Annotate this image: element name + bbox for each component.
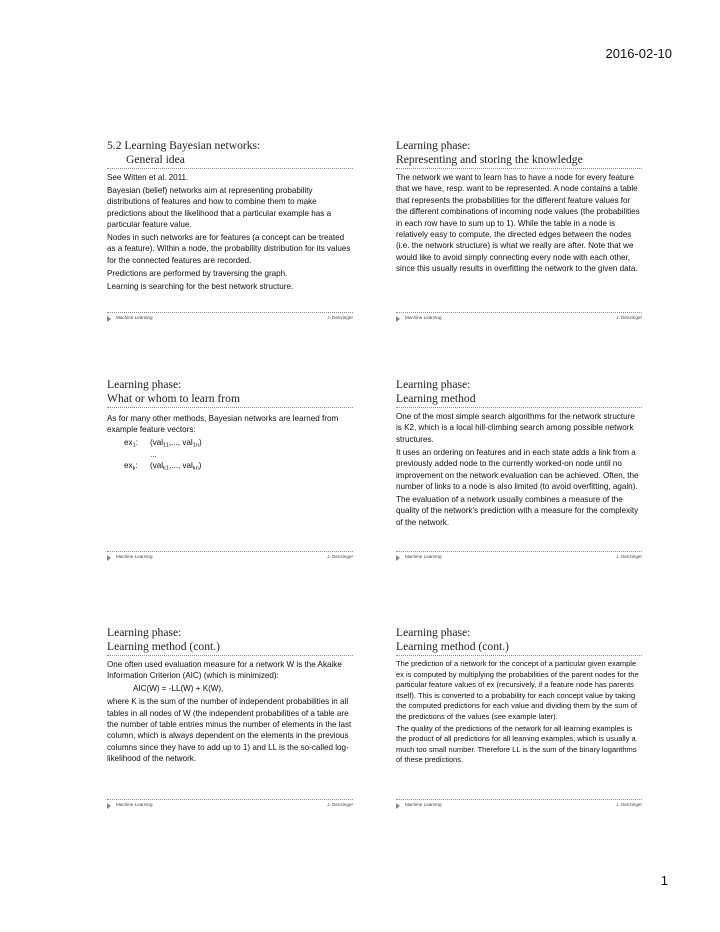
paragraph: Learning is searching for the best network structure. (107, 281, 294, 291)
slide-footer (396, 551, 642, 559)
slide-body (396, 172, 642, 275)
slide-3 (107, 378, 353, 568)
slide-footer (396, 312, 642, 320)
triangle-bullet-icon (396, 555, 400, 561)
slide-title: Learning phase: Learning method (396, 378, 476, 405)
title-rule (107, 168, 353, 169)
footer-course: Machine Learning (405, 315, 442, 320)
triangle-bullet-icon (107, 803, 111, 809)
slide-title: Learning phase: Learning method (cont.) (107, 626, 220, 653)
footer-author: J. Denzinger (327, 315, 353, 320)
ellipsis: ... (150, 449, 157, 459)
paragraph: As for many other methods, Bayesian networks are learned from example feature vectors: (107, 414, 339, 435)
footer-author: J. Denzinger (616, 315, 642, 320)
example-vector-k: $ex_k$: (val$_{k1}$,..., val$_{kn}$) (124, 461, 202, 472)
paragraph: Nodes in such networks are for features (a concept can be treated as a feature). Within a node, the probability distribution for its values for the connected features are recorded. (107, 233, 351, 265)
slide-title: Learning phase: Representing and storing the knowledge (396, 139, 583, 166)
slide-body (107, 172, 353, 292)
slide-footer (396, 799, 642, 807)
footer-course: Machine Learning (405, 802, 442, 807)
title-rule (396, 655, 642, 656)
triangle-bullet-icon (396, 803, 400, 809)
footer-author: J. Denzinger (616, 554, 642, 559)
example-vector-1: $ex_1$: (val$_{11}$,..., val$_{1n}$) (124, 438, 202, 449)
slide-body (396, 659, 642, 766)
paragraph: One often used evaluation measure for a network W is the Akaike Information Criterion (AIC) (which is minimized): (107, 660, 342, 681)
footer-course: Machine Learning (116, 802, 153, 807)
formula: AIC(W) = -LL(W) + K(W), (133, 684, 224, 694)
paragraph: The evaluation of a network usually combines a measure of the quality of the network's prediction with a measure for the complexity of the network. (396, 494, 639, 527)
paragraph: The prediction of a network for the concept of a particular given example ex is computed by multiplying the probabilities of the parent nodes for the particular feature values of ex (recursively, if a feature node has parents itself). This is converted to a probability for each concept value by taking the computed predictions for each value and dividing them by the sum of the predictions of the values (see example later). (396, 659, 639, 721)
slide-body (107, 659, 353, 765)
triangle-bullet-icon (396, 316, 400, 322)
paragraph: See Witten et al. 2011. (107, 173, 189, 182)
paragraph: where K is the sum of the number of independent probabilities in all tables in all nodes of W (the independent probabilities of a table are the number of table entries minus the number of elements in the last column, which is always dependent on the elements in the previous columns since they have to add up to 1) and LL is the so-called log-likelihood of the network. (107, 697, 352, 764)
slide-1 (107, 139, 353, 329)
paragraph: The quality of the predictions of the network for all learning examples is the product of all predictions for all learning examples, which is usually a much too small number. Therefore LL is the sum of the binary logarithms of these predictions. (396, 723, 637, 764)
paragraph: Bayesian (belief) networks aim at representing probability distributions of features and how to combine them to make predictions about the likelihood that a particular example has a particular feature value. (107, 185, 332, 230)
slide-6 (396, 626, 642, 816)
header-date: 2016-02-10 (605, 46, 672, 61)
slide-5 (107, 626, 353, 816)
footer-author: J. Denzinger (327, 554, 353, 559)
footer-course: Machine Learning (405, 554, 442, 559)
triangle-bullet-icon (107, 555, 111, 561)
footer-course: Machine Learning (116, 315, 153, 320)
paragraph: The network we want to learn has to have a node for every feature that we have, resp. want to be represented. A node contains a table that represents the probabilities for the different feature values for the different combinations of incoming node values (the probabilities in each row have to sum up to 1). While the table in a node is relatively easy to compute, the directed edges between the nodes (i.e. the network structure) is what we really are after. Note that we would like to avoid simply connecting every node with each other, since this usually results in overfitting the network to the given data. (396, 173, 640, 274)
slide-footer (107, 312, 353, 320)
triangle-bullet-icon (107, 316, 111, 322)
slide-title: 5.2 Learning Bayesian networks: General idea (107, 139, 261, 166)
title-rule (396, 168, 642, 169)
slide-2 (396, 139, 642, 329)
slide-body (396, 411, 642, 528)
slide-footer (107, 799, 353, 807)
slide-4 (396, 378, 642, 568)
title-rule (396, 407, 642, 408)
footer-course: Machine Learning (116, 554, 153, 559)
paragraph: One of the most simple search algorithms for the network structure is K2, which is a local hill-climbing search among possible network structures. (396, 412, 635, 444)
title-rule (107, 407, 353, 408)
page-number: 1 (660, 873, 668, 888)
slide-title: Learning phase: What or whom to learn from (107, 378, 240, 405)
paragraph: Predictions are performed by traversing the graph. (107, 268, 288, 278)
title-rule (107, 655, 353, 656)
slide-title: Learning phase: Learning method (cont.) (396, 626, 509, 653)
footer-author: J. Denzinger (616, 802, 642, 807)
footer-author: J. Denzinger (327, 802, 353, 807)
slide-footer (107, 551, 353, 559)
paragraph: It uses an ordering on features and in each state adds a link from a previously added node to the currently worked-on node until no improvement on the network evaluation can be achieved. Often, the number of links to a node is also limited (to avoid overfitting, again). (396, 447, 639, 491)
slide-body (107, 413, 353, 472)
